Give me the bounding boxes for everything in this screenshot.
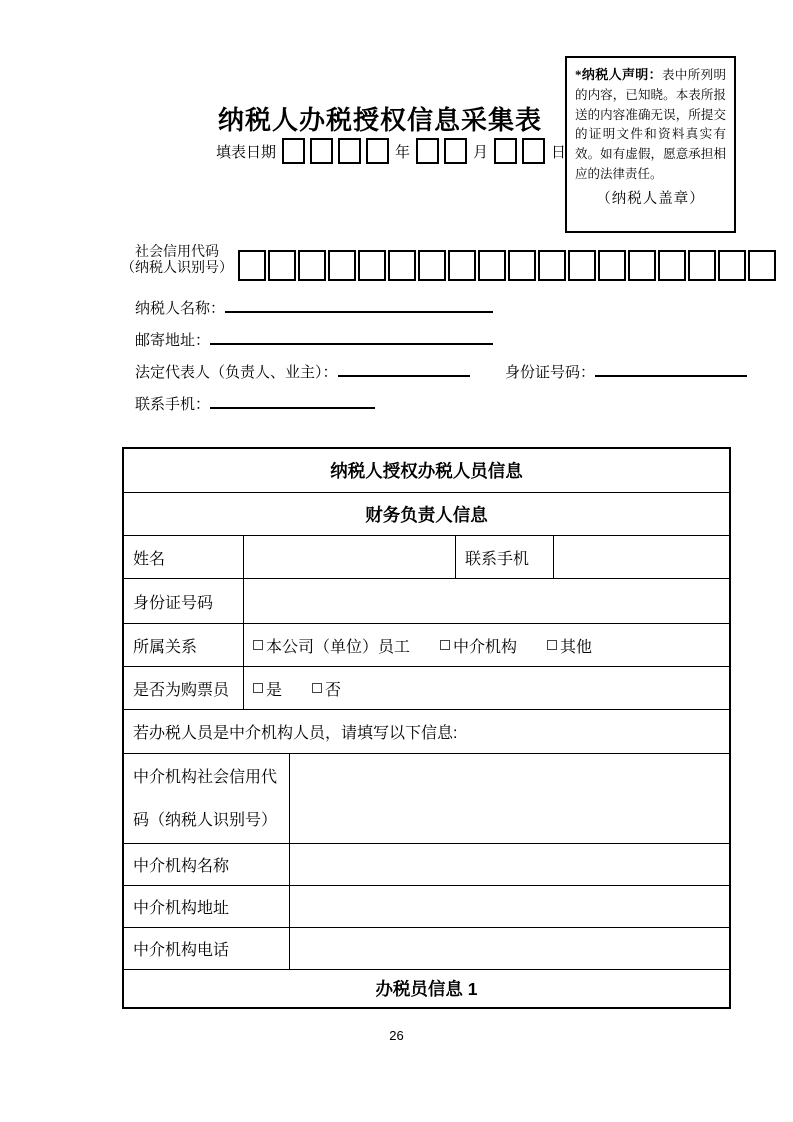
write-box [416, 138, 439, 164]
write-box [494, 138, 517, 164]
taxpayer-name-field [135, 297, 493, 318]
taxpayer-name-line [225, 299, 493, 313]
mobile-label-cell [455, 536, 553, 578]
write-box [658, 250, 686, 281]
relation-label: 所属关系 [133, 638, 198, 656]
write-box [538, 250, 566, 281]
fill-date-label: 填表日期 [216, 144, 277, 161]
write-box [366, 138, 389, 164]
contact-phone-label: 联系手机： [135, 397, 211, 413]
agency-phone-row [124, 927, 729, 969]
write-box [418, 250, 446, 281]
mail-address-line [210, 331, 493, 345]
mobile-label: 联系手机 [465, 550, 530, 568]
form-title: 纳税人办税授权信息采集表 [217, 106, 542, 135]
table-title: 纳税人授权办税人员信息 [330, 461, 523, 481]
credit-code-label-line2: （纳税人识别号） [121, 261, 233, 276]
contact-phone-field [135, 393, 375, 414]
tax-clerk-section-row [124, 969, 729, 1007]
write-box [718, 250, 746, 281]
relation-options-cell [243, 624, 729, 666]
write-box [748, 250, 776, 281]
checkbox-icon [547, 640, 557, 650]
id-value-cell [243, 579, 729, 623]
write-box [444, 138, 467, 164]
agency-phone-label-cell [124, 928, 289, 969]
agency-code-label-cell [124, 754, 289, 843]
write-box [282, 138, 305, 164]
write-box [328, 250, 356, 281]
agency-note: 若办税人员是中介机构人员，请填写以下信息: [133, 725, 458, 742]
id-row [124, 578, 729, 623]
name-row [124, 535, 729, 578]
agency-phone-label: 中介机构电话 [133, 942, 230, 959]
name-label-cell [124, 536, 243, 578]
write-box [598, 250, 626, 281]
name-value-cell [243, 536, 455, 578]
write-box [298, 250, 326, 281]
agency-phone-value-cell [289, 928, 729, 969]
write-box [688, 250, 716, 281]
legal-rep-label: 法定代表人（负责人、业主）： [135, 365, 338, 381]
ticket-option-yes: 是 [253, 677, 282, 700]
checkbox-icon [312, 683, 322, 693]
date-day-boxes [494, 138, 545, 164]
taxpayer-name-label: 纳税人名称： [135, 301, 226, 317]
ticket-buyer-label-cell [124, 667, 243, 709]
declaration-title: *纳税人声明： [575, 67, 663, 82]
relation-label-cell [124, 624, 243, 666]
tax-clerk-section-title: 办税员信息 1 [375, 979, 478, 999]
legal-rep-line [338, 363, 470, 377]
write-box [448, 250, 476, 281]
write-box [238, 250, 266, 281]
relation-option-other: 其他 [547, 634, 592, 657]
mail-address-field [135, 329, 493, 350]
write-box [478, 250, 506, 281]
legal-rep-field [135, 361, 747, 382]
checkbox-icon [253, 640, 263, 650]
id-number-line [595, 363, 747, 377]
ticket-option-no: 否 [312, 677, 341, 700]
write-box [508, 250, 536, 281]
mail-address-label: 邮寄地址： [135, 333, 211, 349]
write-box [628, 250, 656, 281]
authorized-personnel-table [122, 447, 731, 1009]
ticket-buyer-row [124, 666, 729, 709]
month-label: 月 [473, 144, 489, 161]
agency-name-label: 中介机构名称 [133, 858, 230, 875]
taxpayer-declaration-box [565, 56, 736, 233]
checkbox-icon [253, 683, 263, 693]
agency-code-value-cell [289, 754, 729, 843]
agency-name-value-cell [289, 844, 729, 885]
write-box [338, 138, 361, 164]
relation-option-employee: 本公司（单位）员工 [253, 634, 410, 657]
ticket-buyer-label: 是否为购票员 [133, 681, 230, 699]
checkbox-icon [440, 640, 450, 650]
agency-name-row [124, 843, 729, 885]
id-label: 身份证号码 [133, 594, 214, 612]
agency-note-row [124, 709, 729, 753]
agency-address-label: 中介机构地址 [133, 900, 230, 917]
date-month-boxes [416, 138, 467, 164]
write-box [522, 138, 545, 164]
id-label-cell [124, 579, 243, 623]
write-box [568, 250, 596, 281]
agency-address-row [124, 885, 729, 927]
agency-code-row [124, 753, 729, 843]
credit-code-boxes [238, 250, 778, 281]
agency-address-value-cell [289, 886, 729, 927]
finance-head-section-row [124, 492, 729, 535]
write-box [310, 138, 333, 164]
day-label: 日 [551, 144, 567, 161]
agency-note-cell [124, 710, 729, 753]
page-number: 26 [389, 1028, 404, 1043]
contact-phone-line [210, 395, 375, 409]
relation-option-agency: 中介机构 [440, 634, 517, 657]
finance-head-section-title: 财务负责人信息 [365, 504, 488, 525]
write-box [388, 250, 416, 281]
agency-address-label-cell [124, 886, 289, 927]
date-year-boxes [282, 138, 389, 164]
relation-row [124, 623, 729, 666]
write-box [268, 250, 296, 281]
mobile-value-cell [553, 536, 729, 578]
taxpayer-seal-label: （纳税人盖章） [596, 190, 705, 207]
agency-code-label: 中介机构社会信用代码（纳税人识别号） [133, 768, 278, 829]
fill-date-row [216, 138, 566, 164]
year-label: 年 [395, 144, 411, 161]
id-number-label: 身份证号码： [505, 365, 596, 381]
credit-code-label-line1: 社会信用代码 [135, 245, 219, 260]
table-title-row [124, 449, 729, 492]
credit-code-label [121, 245, 233, 277]
agency-name-label-cell [124, 844, 289, 885]
write-box [358, 250, 386, 281]
name-label: 姓名 [133, 550, 166, 568]
declaration-body: 表中所列明的内容，已知晓。本表所报送的内容准确无误，所提交的证明文件和资料真实有效。如有虚假，愿意承担相应的法律责任。 [575, 68, 726, 181]
ticket-buyer-options-cell [243, 667, 729, 709]
